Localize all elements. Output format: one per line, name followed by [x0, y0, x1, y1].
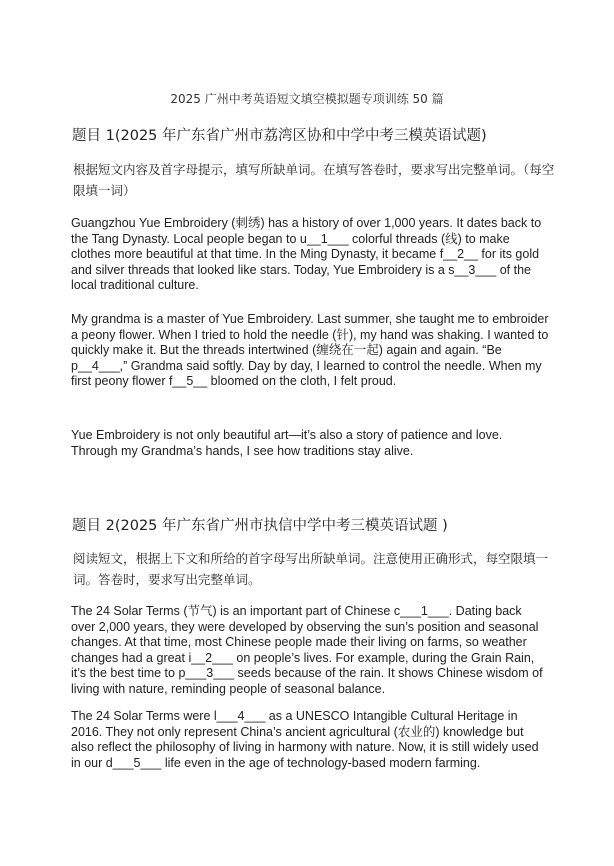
question-1-title: 题目 1(2025 年广东省广州市荔湾区协和中学中考三模英语试题) [72, 128, 487, 144]
question-2-title: 题目 2(2025 年广东省广州市执信中学中考三模英语试题 ) [72, 518, 448, 534]
document-title: 2025 广州中考英语短文填空模拟题专项训练 50 篇 [170, 92, 444, 106]
question-1-paragraph-1: Guangzhou Yue Embroidery (刺绣) has a history of over 1,000 years. It dates back to the Tang Dynasty. Local people began to u__1___ colorful threads (线) to make clothes more beautiful at that time. In the Ming Dynasty, it became f__2__ for its gold and silver threads that looked like stars. Today, Yue Embroidery is a s__3___ of the local traditional culture. [71, 216, 542, 292]
question-2-paragraph-2: The 24 Solar Terms were l___4___ as a UNESCO Intangible Cultural Heritage in 2016. They not only represent China’s ancient agricultural (农业的) knowledge but also reflect the philosophy of living in harmony with nature. Now, it is still widely used in our d___5___ life even in the age of technology-based modern farming. [71, 709, 539, 770]
question-1-paragraph-3: Yue Embroidery is not only beautiful art—it’s also a story of patience and love. Through my Grandma’s hands, I see how traditions stay alive. [71, 428, 503, 458]
question-2-paragraph-1: The 24 Solar Terms (节气) is an important part of Chinese c___1___. Dating back over 2,000 years, they were developed by observing the sun’s position and seasonal changes. At that time, most Chinese people made their living on farms, so weather changes had a great i__2___ on people’s lives. For example, during the Grain Rain, it’s the best time to p___3___ seeds because of the rain. It shows Chinese wisdom of living with nature, reminding people of seasonal balance. [71, 604, 543, 696]
question-1-paragraph-2: My grandma is a master of Yue Embroidery. Last summer, she taught me to embroider a peony flower. When I tried to hold the needle (针), my hand was shaking. I wanted to quickly make it. But the threads intertwined (缠绕在一起) again and again. “Be p__4___,” Grandma said softly. Day by day, I learned to control the needle. When my first peony flower f__5__ bloomed on the cloth, I felt proud. [71, 312, 549, 388]
question-2-instruction: 阅读短文，根据上下文和所给的首字母写出所缺单词。注意使用正确形式，每空限填一词。答卷时，要求写出完整单词。 [73, 551, 549, 587]
question-1-instruction: 根据短文内容及首字母提示，填写所缺单词。在填写答卷时，要求写出完整单词。（每空限填一词） [73, 162, 555, 198]
